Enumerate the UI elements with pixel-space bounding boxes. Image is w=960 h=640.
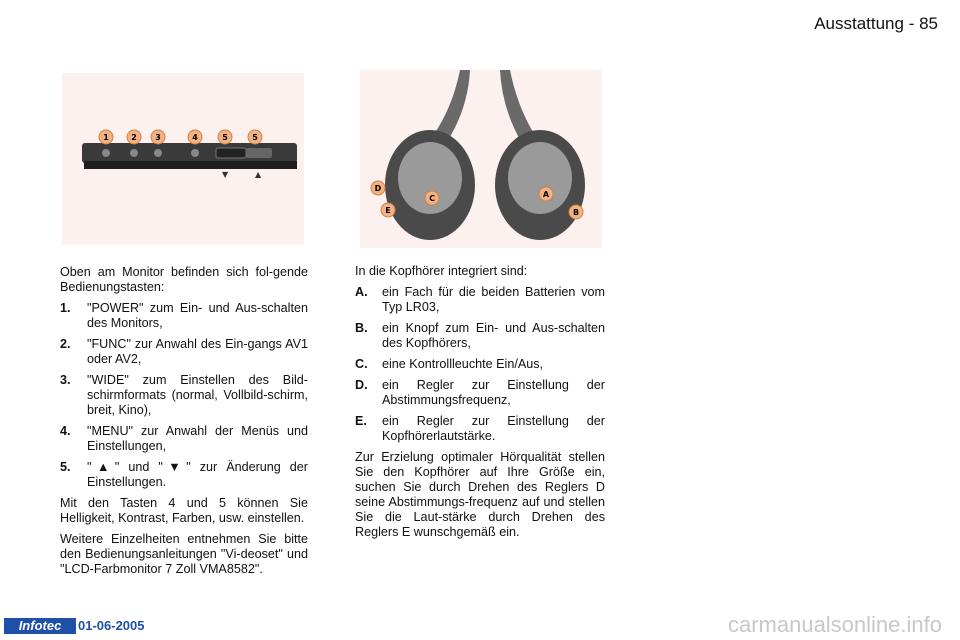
intro-text: Oben am Monitor befinden sich fol-gende Bedienungstasten: — [60, 265, 308, 294]
list-item: 2. "FUNC" zur Anwahl des Ein-gangs AV1 oder AV2, — [60, 337, 308, 366]
page-header: Ausstattung - 85 — [814, 14, 938, 33]
right-column — [355, 264, 605, 546]
paragraph: Mit den Tasten 4 und 5 können Sie Helligkeit, Kontrast, Farben, usw. einstellen. — [60, 496, 308, 525]
svg-text:▲: ▲ — [255, 170, 262, 179]
callout-label: A — [542, 190, 550, 199]
headphones-figure — [360, 70, 602, 248]
paragraph: Zur Erzielung optimaler Hörqualität stellen Sie den Kopfhörer auf Ihre Größe ein, suchen Sie durch Drehen des Reglers D seine Abstimmungs-frequenz auf und stellen Sie die Laut-stärke durch Drehen des Reglers E wunschgemäß ein. — [355, 450, 605, 539]
list-item: A. ein Fach für die beiden Batterien vom Typ LR03, — [355, 285, 605, 314]
callout-label: E — [385, 206, 391, 215]
footer-date: 01-06-2005 — [78, 618, 145, 633]
button-list — [60, 301, 308, 490]
callout-label: 4 — [192, 133, 198, 142]
monitor-buttons-figure — [62, 73, 304, 245]
list-item: D. ein Regler zur Einstellung der Abstimmungsfrequenz, — [355, 378, 605, 407]
list-item: 3. "WIDE" zum Einstellen des Bild-schirmformats (normal, Vollbild-schirm, breit, Kino), — [60, 373, 308, 417]
callout-label: 3 — [155, 133, 161, 142]
feature-list — [355, 285, 605, 444]
callout-label: 1 — [103, 133, 109, 142]
infotec-badge: Infotec — [4, 618, 76, 634]
list-item: 5. "▲" und "▼" zur Änderung der Einstellungen. — [60, 460, 308, 489]
list-item: 1. "POWER" zum Ein- und Aus-schalten des Monitors, — [60, 301, 308, 330]
callout-label: C — [429, 194, 435, 203]
callout-label: 2 — [131, 133, 137, 142]
watermark: carmanualsonline.info — [727, 612, 942, 637]
svg-text:▼: ▼ — [222, 170, 229, 179]
paragraph: Weitere Einzelheiten entnehmen Sie bitte den Bedienungsanleitungen "Vi-deoset" und "LCD-Farbmonitor 7 Zoll VMA8582". — [60, 532, 308, 576]
callout-label: 5 — [252, 133, 258, 142]
list-item: C. eine Kontrollleuchte Ein/Aus, — [355, 357, 544, 371]
callout-label: B — [572, 208, 580, 217]
list-item: B. ein Knopf zum Ein- und Aus-schalten des Kopfhörers, — [355, 321, 605, 350]
list-item: E. ein Regler zur Einstellung der Kopfhörerlautstärke. — [355, 414, 605, 443]
left-column — [60, 265, 308, 583]
intro-text: In die Kopfhörer integriert sind: — [355, 264, 528, 278]
callout-label: D — [374, 184, 382, 193]
headphones-illustration — [360, 70, 602, 248]
monitor-illustration — [62, 73, 304, 245]
callout-label: 5 — [222, 133, 228, 142]
list-item: 4. "MENU" zur Anwahl der Menüs und Einstellungen, — [60, 424, 308, 453]
